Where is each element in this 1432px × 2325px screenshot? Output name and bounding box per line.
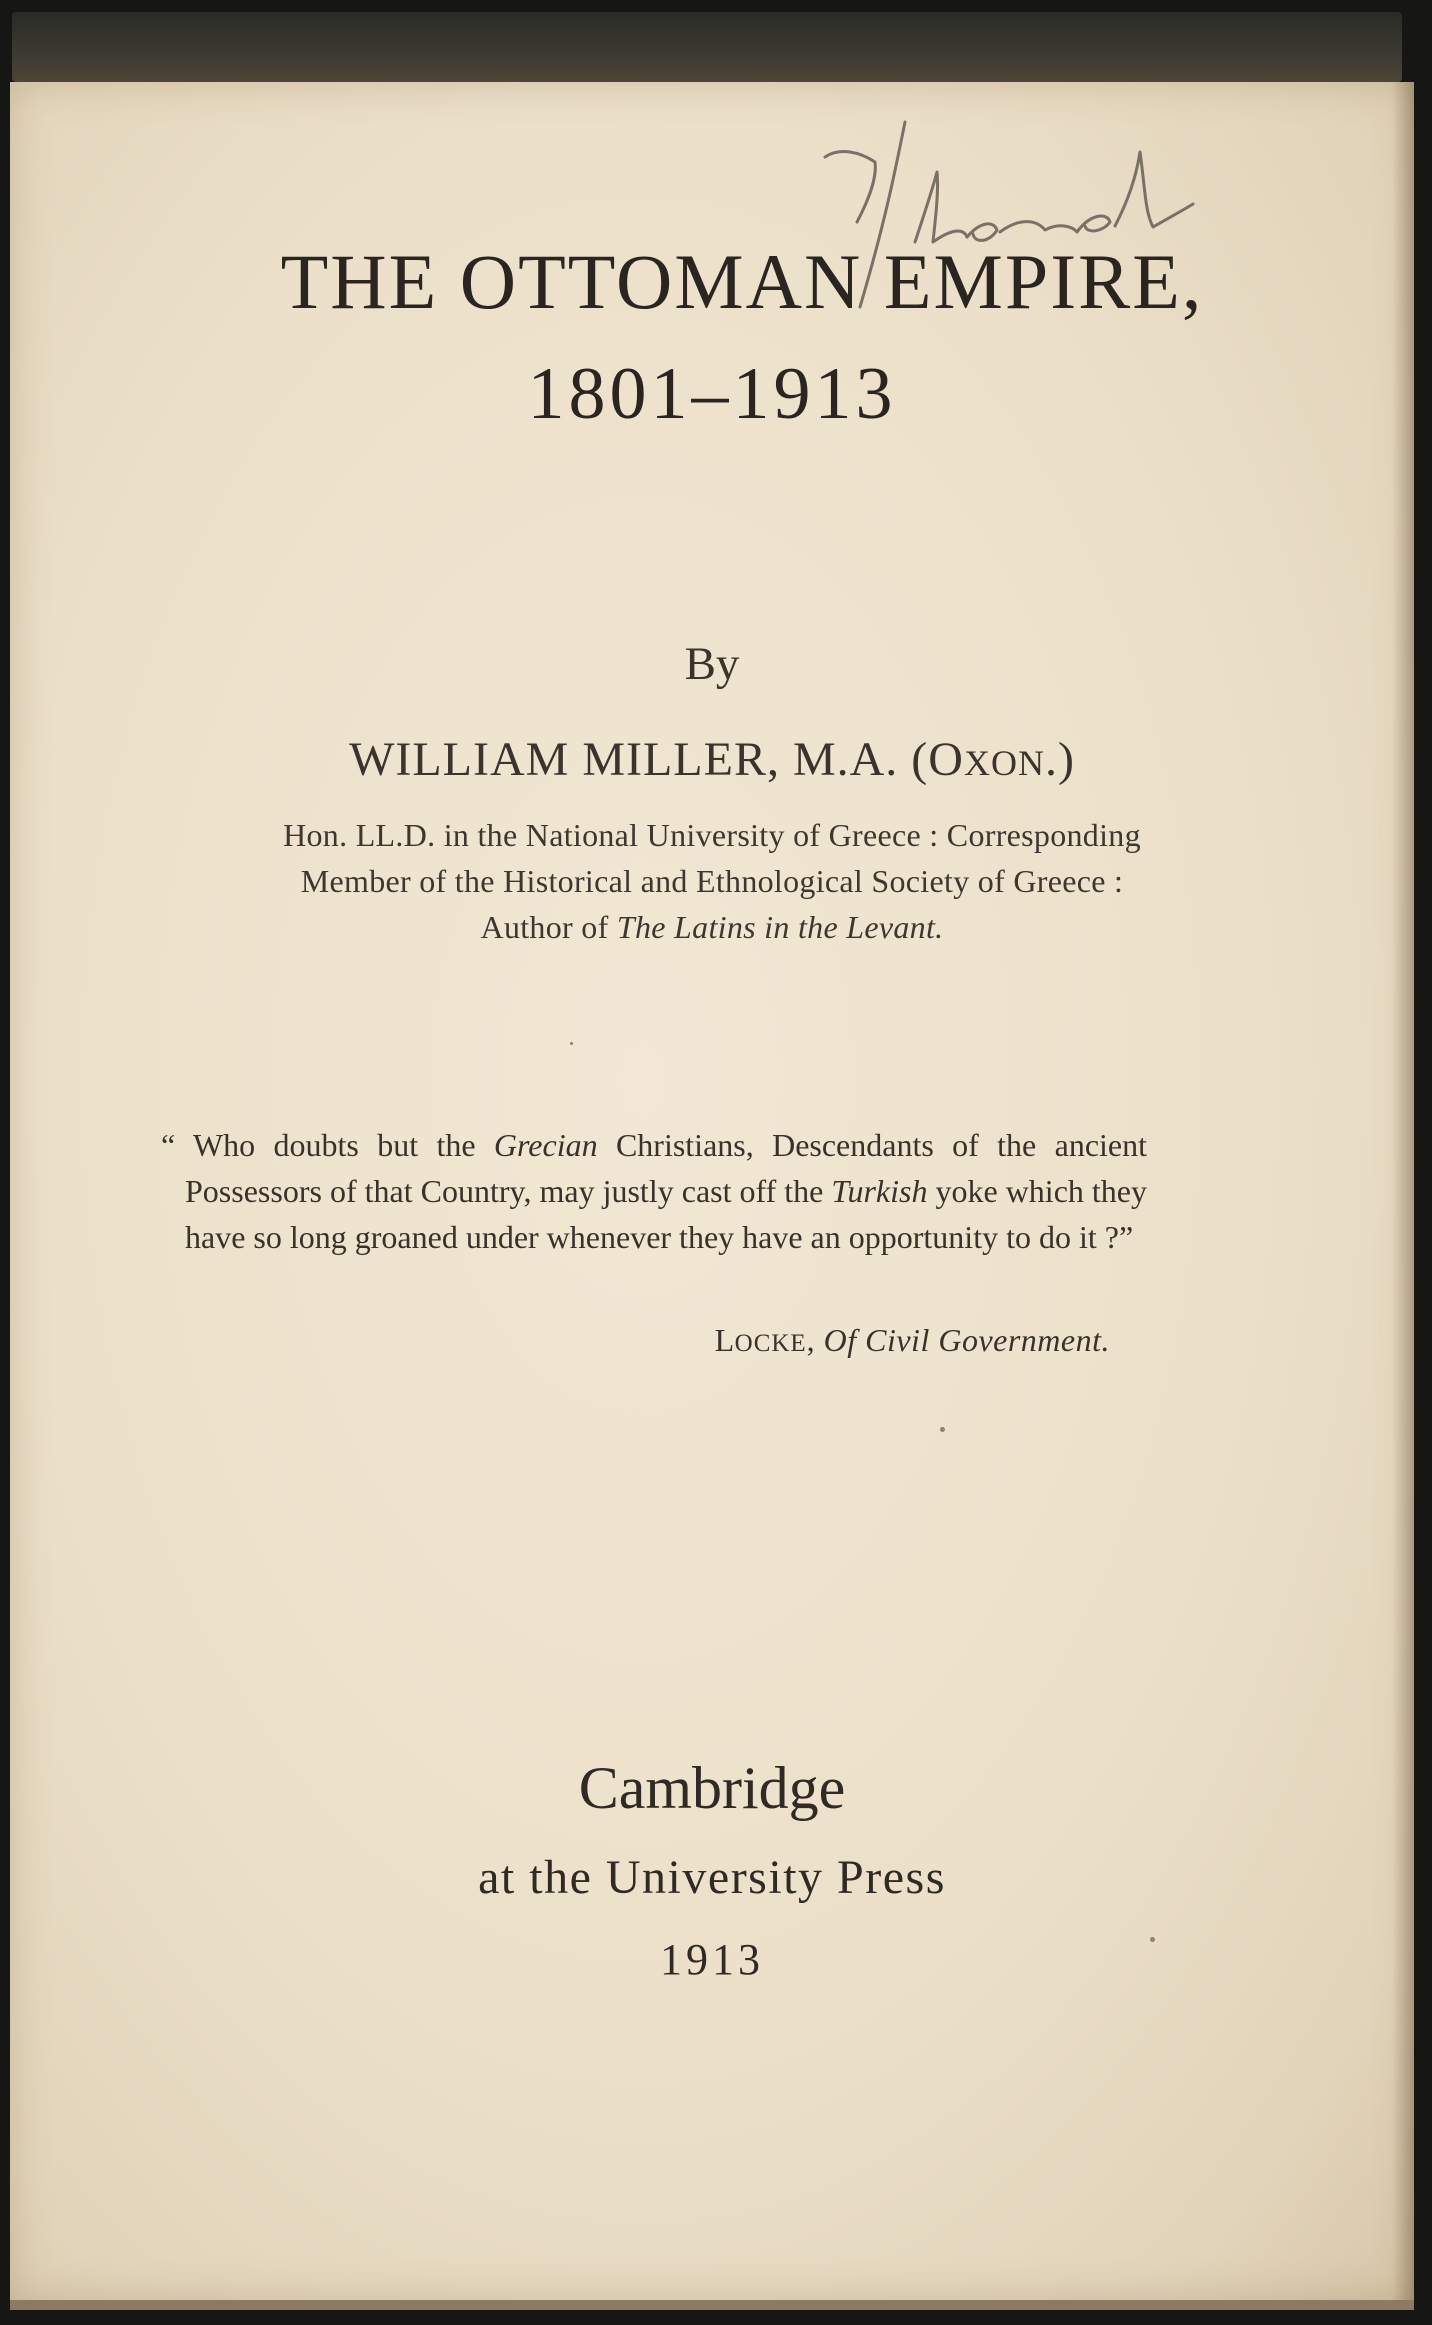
author-credential-2: Member of the Historical and Ethnological Society of Greece : [300,863,1124,899]
author-name-main: WILLIAM MILLER, M.A. (O [349,733,964,786]
imprint-press: at the University Press [478,1851,946,1904]
author-name-end: .) [1044,733,1075,786]
author-of-prefix: Author of [480,909,617,945]
attribution-separator: , [806,1322,824,1358]
attribution-work: Of Civil Government. [823,1322,1110,1358]
paper-speck [570,1042,573,1045]
paper-speck [1150,1937,1155,1942]
epigraph-middle-2: yoke which they have so long groaned under whenever they have an opportunity to do it ?” [185,1173,1148,1255]
title-page [10,82,1414,2300]
epigraph-open: “ Who doubts but the [161,1127,494,1163]
page-bottom-edge [10,2300,1414,2310]
author-of-title: The Latins in the Levant. [616,909,944,945]
epigraph-emphasis-grecian: Grecian [493,1127,598,1163]
attribution-initial: L [714,1322,735,1358]
imprint-city: Cambridge [578,1755,846,1821]
epigraph-quote [161,1122,1148,1260]
epigraph-middle-1: Christians, Descendants of the ancient Possessors of that Country, may justly cast off the [185,1127,1147,1209]
byline: By [684,638,740,690]
title-line-1: THE OTTOMAN EMPIRE, [280,238,1204,325]
author-credential-1: Hon. LL.D. in the National University of Greece : Corresponding [283,817,1141,853]
book-cover-edge [12,12,1402,82]
epigraph-attribution [10,1322,1110,1359]
paper-speck [940,1427,945,1432]
author-name [10,732,1414,787]
author-credential-3 [10,909,1414,946]
attribution-smallcaps: OCKE [734,1330,807,1357]
author-name-smallcaps: XON [963,743,1045,783]
epigraph-emphasis-turkish: Turkish [831,1173,928,1209]
imprint-year: 1913 [660,1935,764,1984]
title-dates: 1801–1913 [527,353,897,435]
